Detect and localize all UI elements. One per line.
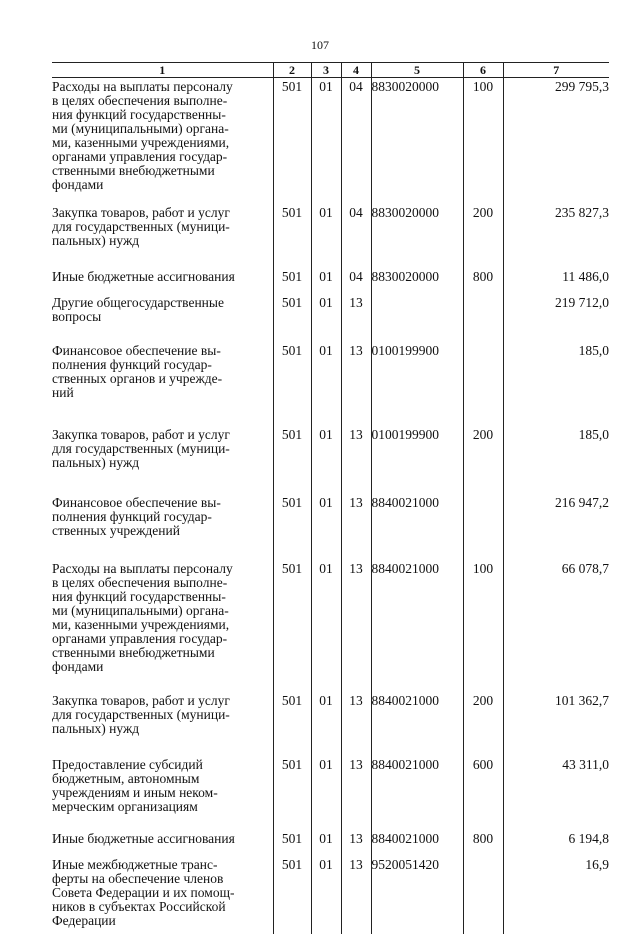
expense-name (52, 428, 273, 496)
expense-type-code: 800 (463, 832, 503, 858)
expense-name-line: Расходы на выплаты персоналу (52, 562, 273, 576)
expense-name-line: Расходы на выплаты персоналу (52, 80, 273, 94)
column-header-1: 1 (52, 63, 273, 78)
amount: 235 827,3 (503, 206, 609, 270)
ministry-code: 501 (273, 832, 311, 858)
table-row (52, 78, 609, 207)
expense-name (52, 296, 273, 344)
amount: 43 311,0 (503, 758, 609, 832)
subsection-code: 13 (341, 344, 371, 428)
subsection-code: 13 (341, 832, 371, 858)
header-row (52, 63, 609, 78)
amount: 219 712,0 (503, 296, 609, 344)
expense-name-line: Закупка товаров, работ и услуг (52, 206, 273, 220)
subsection-code: 13 (341, 296, 371, 344)
expense-name (52, 496, 273, 562)
subsection-code: 04 (341, 206, 371, 270)
table-row (52, 832, 609, 858)
expense-name-line: вопросы (52, 310, 273, 324)
expense-name-line: в целях обеспечения выполне- (52, 94, 273, 108)
section-code: 01 (311, 206, 341, 270)
expense-name (52, 858, 273, 934)
ministry-code: 501 (273, 562, 311, 694)
page-number: 107 (0, 38, 640, 53)
expense-type-code: 600 (463, 758, 503, 832)
expense-name-line: ственными внебюджетными (52, 164, 273, 178)
section-code: 01 (311, 496, 341, 562)
table-row (52, 858, 609, 934)
expense-name-line: Иные бюджетные ассигнования (52, 270, 273, 284)
expense-type-code (463, 858, 503, 934)
expense-name-line: ственными внебюджетными (52, 646, 273, 660)
expense-name-line: Закупка товаров, работ и услуг (52, 694, 273, 708)
column-header-2: 2 (273, 63, 311, 78)
expense-name-line: бюджетным, автономным (52, 772, 273, 786)
expense-name-line: ми, казенными учреждениями, (52, 136, 273, 150)
table-row (52, 496, 609, 562)
expense-type-code: 800 (463, 270, 503, 296)
amount: 101 362,7 (503, 694, 609, 758)
column-header-5: 5 (371, 63, 463, 78)
expense-name-line: пальных) нужд (52, 722, 273, 736)
subsection-code: 13 (341, 858, 371, 934)
table-row (52, 206, 609, 270)
expense-name-line: ников в субъектах Российской (52, 900, 273, 914)
subsection-code: 13 (341, 694, 371, 758)
expense-name-line: для государственных (муници- (52, 442, 273, 456)
expense-type-code: 200 (463, 428, 503, 496)
target-article-code: 8840021000 (371, 496, 463, 562)
table-row (52, 562, 609, 694)
expense-name-line: мерческим организациям (52, 800, 273, 814)
table-row (52, 344, 609, 428)
amount: 299 795,3 (503, 78, 609, 207)
table-body (52, 78, 609, 934)
section-code: 01 (311, 562, 341, 694)
expense-name-line: Предоставление субсидий (52, 758, 273, 772)
expense-type-code: 100 (463, 78, 503, 207)
subsection-code: 13 (341, 496, 371, 562)
expense-name (52, 694, 273, 758)
expense-name-line: Иные межбюджетные транс- (52, 858, 273, 872)
expense-name-line: полнения функций государ- (52, 510, 273, 524)
ministry-code: 501 (273, 344, 311, 428)
amount: 6 194,8 (503, 832, 609, 858)
table-row (52, 428, 609, 496)
table-row (52, 694, 609, 758)
subsection-code: 04 (341, 270, 371, 296)
expense-name-line: Совета Федерации и их помощ- (52, 886, 273, 900)
expense-name-line: ми (муниципальными) органа- (52, 122, 273, 136)
section-code: 01 (311, 296, 341, 344)
section-code: 01 (311, 858, 341, 934)
expense-name (52, 206, 273, 270)
expense-name-line: органами управления государ- (52, 632, 273, 646)
ministry-code: 501 (273, 858, 311, 934)
target-article-code: 8840021000 (371, 832, 463, 858)
table-row (52, 758, 609, 832)
expense-name-line: Закупка товаров, работ и услуг (52, 428, 273, 442)
expense-name-line: пальных) нужд (52, 234, 273, 248)
budget-table (52, 62, 609, 934)
section-code: 01 (311, 344, 341, 428)
expense-name-line: ми, казенными учреждениями, (52, 618, 273, 632)
section-code: 01 (311, 270, 341, 296)
expense-type-code (463, 496, 503, 562)
subsection-code: 04 (341, 78, 371, 207)
target-article-code: 0100199900 (371, 344, 463, 428)
expense-name-line: для государственных (муници- (52, 708, 273, 722)
expense-name-line: фондами (52, 178, 273, 192)
expense-name (52, 344, 273, 428)
ministry-code: 501 (273, 206, 311, 270)
section-code: 01 (311, 78, 341, 207)
section-code: 01 (311, 428, 341, 496)
target-article-code: 8840021000 (371, 562, 463, 694)
amount: 216 947,2 (503, 496, 609, 562)
expense-name-line: пальных) нужд (52, 456, 273, 470)
expense-name (52, 270, 273, 296)
amount: 185,0 (503, 428, 609, 496)
subsection-code: 13 (341, 562, 371, 694)
target-article-code (371, 296, 463, 344)
expense-name (52, 758, 273, 832)
expense-type-code: 200 (463, 206, 503, 270)
expense-name (52, 562, 273, 694)
ministry-code: 501 (273, 694, 311, 758)
expense-name-line: ственных учреждений (52, 524, 273, 538)
expense-name-line: ственных органов и учрежде- (52, 372, 273, 386)
subsection-code: 13 (341, 428, 371, 496)
amount: 66 078,7 (503, 562, 609, 694)
ministry-code: 501 (273, 496, 311, 562)
section-code: 01 (311, 832, 341, 858)
expense-name-line: в целях обеспечения выполне- (52, 576, 273, 590)
ministry-code: 501 (273, 758, 311, 832)
expense-name-line: Федерации (52, 914, 273, 928)
expense-name-line: ния функций государственны- (52, 108, 273, 122)
table-row (52, 270, 609, 296)
target-article-code: 8830020000 (371, 206, 463, 270)
expense-name-line: полнения функций государ- (52, 358, 273, 372)
expense-name-line: Финансовое обеспечение вы- (52, 344, 273, 358)
expense-name (52, 832, 273, 858)
expense-name-line: органами управления государ- (52, 150, 273, 164)
target-article-code: 8840021000 (371, 758, 463, 832)
expense-name-line: ния функций государственны- (52, 590, 273, 604)
expense-name-line: Финансовое обеспечение вы- (52, 496, 273, 510)
target-article-code: 8830020000 (371, 78, 463, 207)
target-article-code: 0100199900 (371, 428, 463, 496)
expense-name-line: для государственных (муници- (52, 220, 273, 234)
expense-type-code: 100 (463, 562, 503, 694)
section-code: 01 (311, 694, 341, 758)
table-row (52, 296, 609, 344)
ministry-code: 501 (273, 78, 311, 207)
amount: 185,0 (503, 344, 609, 428)
expense-name-line: ми (муниципальными) органа- (52, 604, 273, 618)
subsection-code: 13 (341, 758, 371, 832)
amount: 11 486,0 (503, 270, 609, 296)
section-code: 01 (311, 758, 341, 832)
expense-name-line: фондами (52, 660, 273, 674)
target-article-code: 8830020000 (371, 270, 463, 296)
expense-type-code (463, 344, 503, 428)
expense-name-line: ферты на обеспечение членов (52, 872, 273, 886)
expense-name-line: Другие общегосударственные (52, 296, 273, 310)
amount: 16,9 (503, 858, 609, 934)
expense-type-code: 200 (463, 694, 503, 758)
column-header-7: 7 (503, 63, 609, 78)
target-article-code: 8840021000 (371, 694, 463, 758)
expense-name-line: ний (52, 386, 273, 400)
ministry-code: 501 (273, 270, 311, 296)
target-article-code: 9520051420 (371, 858, 463, 934)
expense-name-line: Иные бюджетные ассигнования (52, 832, 273, 846)
expense-name-line: учреждениям и иным неком- (52, 786, 273, 800)
expense-type-code (463, 296, 503, 344)
expense-name (52, 78, 273, 207)
ministry-code: 501 (273, 296, 311, 344)
column-header-4: 4 (341, 63, 371, 78)
column-header-6: 6 (463, 63, 503, 78)
column-header-3: 3 (311, 63, 341, 78)
ministry-code: 501 (273, 428, 311, 496)
